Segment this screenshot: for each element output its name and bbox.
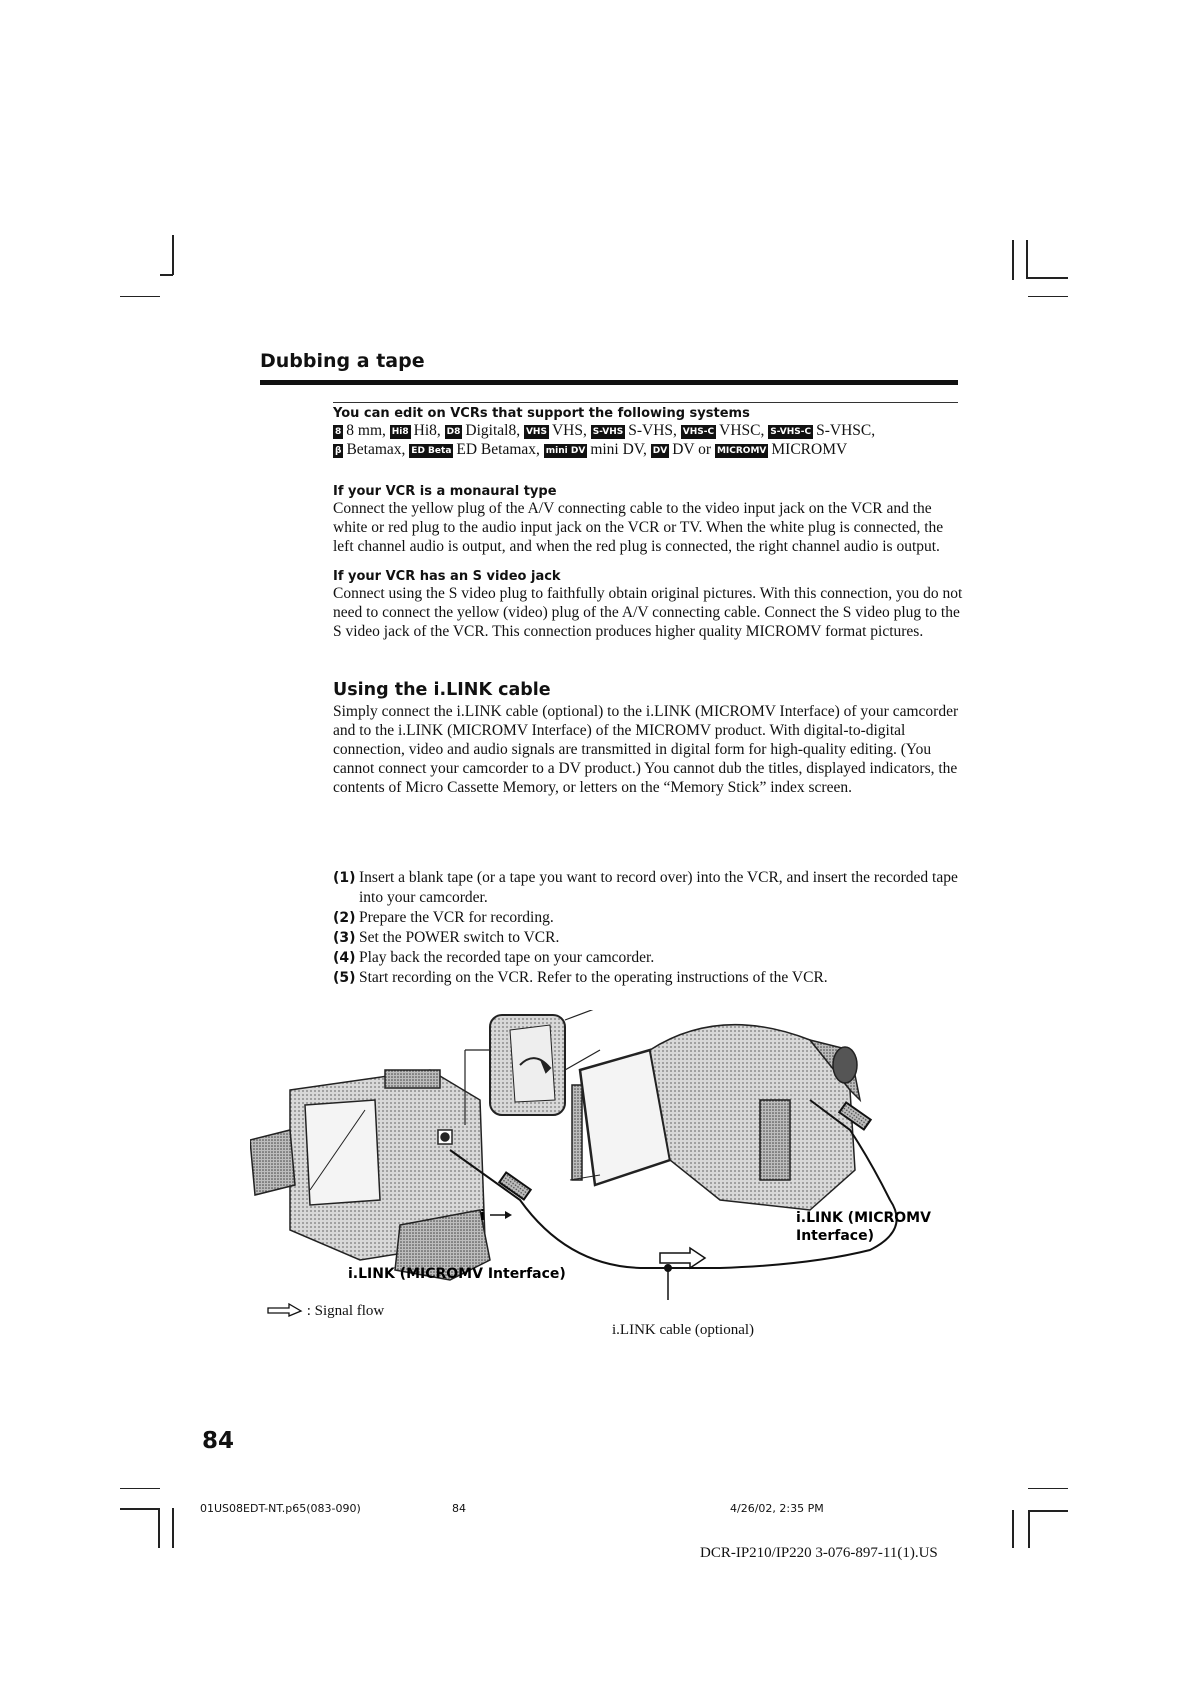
step-number: (4) (333, 950, 356, 966)
format-icon: VHS (525, 427, 547, 437)
format-icon: mini DV (545, 446, 586, 456)
cable-label: i.LINK cable (optional) (612, 1322, 755, 1338)
crop-mark (158, 1508, 160, 1548)
step-number: (1) (333, 870, 356, 886)
crop-mark (1026, 240, 1028, 278)
title-rule (260, 380, 958, 385)
right-port-label: i.LINK (MICROMV (796, 1210, 931, 1226)
step-item (333, 908, 963, 928)
step-text: Prepare the VCR for recording. (359, 909, 554, 926)
format-micromv: MICROMV MICROMV (716, 441, 848, 458)
steps-list (333, 868, 963, 988)
crop-mark (172, 235, 174, 275)
format-mini-dv: mini DV mini DV, (545, 441, 647, 458)
left-port-label: i.LINK (MICROMV Interface) (348, 1266, 566, 1282)
signal-flow-legend (267, 1303, 384, 1320)
step-item (333, 948, 963, 968)
systems-line-2 (333, 440, 963, 459)
format-ed-betamax: ED Beta ED Betamax, (411, 441, 540, 458)
step-item (333, 968, 963, 988)
format-icon: β (335, 446, 342, 456)
ilink-symbol-icon (480, 1208, 512, 1224)
format-svhsc: S-VHS-C S-VHSC, (770, 422, 876, 439)
svideo-text: Connect using the S video plug to faithfully obtain original pictures. With this connection, you do not need to connect the yellow (video) plug of the A/V connecting cable. Connect the S video plug to the S video jack of the VCR. This connection produces higher quality MICROMV format pictures. (333, 585, 963, 640)
format-icon: S-VHS (592, 427, 624, 437)
step-text: Start recording on the VCR. Refer to the operating instructions of the VCR. (359, 969, 828, 986)
format-vhsc: VHS-C VHSC, (682, 422, 765, 439)
format-icon: 8 (335, 427, 342, 437)
monaural-section (333, 484, 963, 556)
step-text: Insert a blank tape (or a tape you want to record over) into the VCR, and insert the recorded tape into your camcorder. (359, 869, 958, 906)
page-number: 84 (202, 1428, 235, 1454)
systems-line-1 (333, 421, 963, 440)
step-number: (5) (333, 970, 356, 986)
supported-systems (333, 406, 963, 459)
format-betamax: β Betamax, (335, 441, 406, 458)
crop-mark (172, 1508, 174, 1548)
format-icon: Hi8 (391, 427, 409, 437)
svg-text:i: i (480, 1208, 485, 1224)
format-icon: MICROMV (716, 446, 767, 456)
monaural-text: Connect the yellow plug of the A/V connecting cable to the video input jack on the VCR and the white or red plug to the audio input jack on the VCR or TV. When the white plug is connected, the left channel audio is output, and when the red plug is connected, the right channel audio is output. (333, 500, 944, 555)
crop-mark (120, 296, 160, 297)
step-text: Play back the recorded tape on your camcorder. (359, 949, 655, 966)
systems-heading: You can edit on VCRs that support the following systems (333, 406, 750, 421)
svideo-section (333, 569, 963, 641)
svideo-heading: If your VCR has an S video jack (333, 569, 561, 584)
format-hi8: Hi8 Hi8, (391, 422, 441, 439)
step-number: (2) (333, 910, 356, 926)
crop-mark (1028, 1510, 1030, 1548)
monaural-heading: If your VCR is a monaural type (333, 484, 557, 499)
format-svhs: S-VHS S-VHS, (592, 422, 677, 439)
format-8mm: 8 8 mm, (335, 422, 386, 439)
format-icon: ED Beta (411, 446, 452, 456)
section-title: Dubbing a tape (260, 350, 425, 372)
connection-diagram (250, 1010, 970, 1350)
model-code: DCR-IP210/IP220 3-076-897-11(1).US (700, 1545, 938, 1561)
crop-mark (1028, 296, 1068, 297)
ilink-heading: Using the i.LINK cable (333, 680, 551, 700)
format-icon: DV (652, 446, 668, 456)
footer-filename: 01US08EDT-NT.p65(083-090) (200, 1502, 361, 1515)
format-vhs: VHS VHS, (525, 422, 587, 439)
format-icon: VHS-C (682, 427, 715, 437)
step-item (333, 868, 963, 908)
crop-mark (120, 1488, 160, 1489)
footer-date: 4/26/02, 2:35 PM (730, 1502, 824, 1515)
crop-mark (120, 1508, 160, 1510)
left-camcorder-illustration (250, 1070, 490, 1280)
right-port-label-cont: Interface) (796, 1228, 874, 1244)
crop-mark (1012, 1510, 1014, 1548)
legend-text: : Signal flow (306, 1303, 385, 1319)
ilink-text: Simply connect the i.LINK cable (optional) to the i.LINK (MICROMV Interface) of your camcorder and to the i.LINK (MICROMV Interface) of the MICROMV product. With digital-to-digital connection, video and audio signals are transmitted in digital form for high-quality editing. (You cannot connect your camcorder to a DV product.) You cannot dub the titles, displayed indicators, the contents of Micro Cassette Memory, or letters on the “Memory Stick” index screen. (333, 703, 959, 796)
crop-mark (1028, 1488, 1068, 1489)
step-text: Set the POWER switch to VCR. (359, 929, 560, 946)
format-icon: S-VHS-C (770, 427, 812, 437)
right-camcorder-illustration (570, 1025, 860, 1210)
step-number: (3) (333, 930, 356, 946)
format-icon: D8 (446, 427, 461, 437)
crop-mark (1026, 277, 1068, 279)
title-subrule (333, 402, 958, 403)
crop-mark (1028, 1510, 1068, 1512)
step-item (333, 928, 963, 948)
format-dv: DV DV or (652, 441, 712, 458)
footer-page: 84 (452, 1502, 466, 1515)
crop-mark (160, 274, 173, 276)
signal-arrow-icon (267, 1303, 303, 1317)
format-digital8: D8 Digital8, (446, 422, 521, 439)
crop-mark (1012, 240, 1014, 280)
